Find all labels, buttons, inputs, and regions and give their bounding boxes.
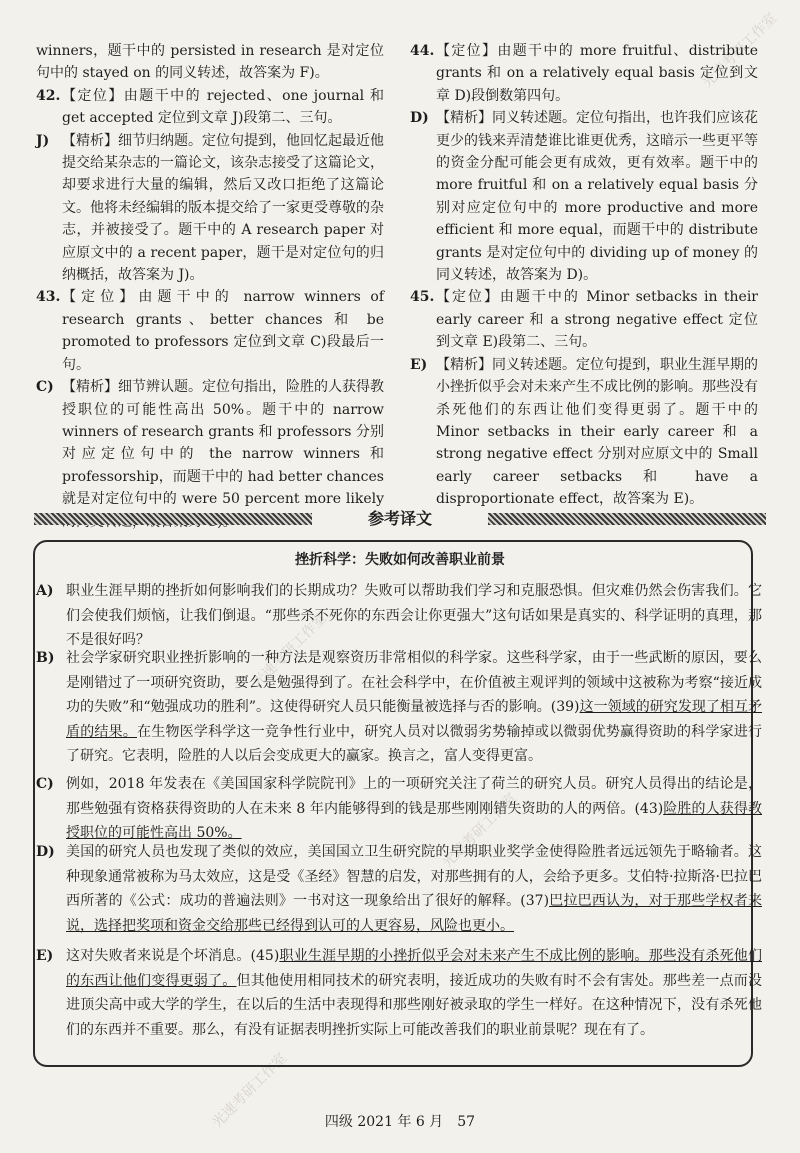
- page-footer: 四级 2021 年 6 月 57: [324, 1114, 476, 1130]
- section-banner: [34, 509, 766, 529]
- translation-para-e: E) 这对失败者来说是个坏消息。(45)职业生涯早期的小挫折似乎会对未来产生不成比例的影响。那些没有杀死他们的东西让他们变得更弱了。但其他使用相同技术的研究表明，接近成功的失败有时不会有害处。那些差一点而没进顶尖高中或大学的学生，在以后的生活中表现得和那些刚好被录取的学生一样好。在这种情况下，没有杀死他们的东西并不重要。那么，有没有证据表明挫折实际上可能改善我们的职业前景呢？现在有了。: [36, 948, 762, 1038]
- q43-locate: 43. 【定位】由题干中的 narrow winners of research grants、better chances 和 be promoted to professors 定位到文章 C)段最后一句。: [36, 289, 384, 373]
- q45-locate: 45. 【定位】由题干中的 Minor setbacks in their early career 和 a strong negative effect 定位到文章 E)段第二、三句。: [410, 289, 758, 351]
- translation-para-d: D) 美国的研究人员也发现了类似的效应，美国国立卫生研究院的早期职业奖学金使得险胜者远远领先于略输者。这种现象通常被称为马太效应，这是受《圣经》智慧的启发，对那些拥有的人，会给予更多。艾伯特·拉斯洛·巴拉巴西所著的《公式：成功的普遍法则》一书对这一现象给出了很好的解释。(37)巴拉巴西认为，对于那些学权者来说，选择把奖项和资金交给那些已经得到认可的人更容易，风险也更小。: [36, 844, 762, 934]
- watermark: 光速考研工作室: [699, 10, 781, 92]
- q44-analysis: D) 【精析】同义转述题。定位句指出，也许我们应该花更少的钱来弄清楚谁比谁更优秀，这暗示一些更平等的资金分配可能会更有成效，更有效率。题干中的 more fruitful 和 on a relatively equal basis 分别对应定位句中的 more productive and more efficient 和 more equal，而题干中的 distribute grants 是对定位句中的 dividing up of money 的同义转述，故答案为 D)。: [410, 110, 758, 284]
- watermark: 光速考研工作室: [439, 790, 521, 872]
- underlined-sentence: 这一领域的研究发现了相互矛盾的结果。: [66, 699, 763, 740]
- watermark: 光速考研工作室: [209, 1050, 291, 1132]
- underlined-sentence: 职业生涯早期的小挫折似乎会对未来产生不成比例的影响。那些没有杀死他们的东西让他们变得更弱了。: [66, 948, 762, 989]
- translation-para-c: C) 例如，2018 年发表在《美国国家科学院院刊》上的一项研究关注了荷兰的研究人员。研究人员得出的结论是，那些勉强有资格获得资助的人在未来 8 年内能够得到的钱是那些刚刚错失资助的人的两倍。(43)险胜的人获得教授职位的可能性高出 50%。: [36, 776, 762, 842]
- underlined-sentence: 险胜的人获得教授职位的可能性高出 50%。: [66, 800, 762, 842]
- banner-title: 参考译文: [367, 509, 432, 528]
- watermark: 光速考研工作室: [249, 610, 331, 692]
- q42-locate: 42. 【定位】由题干中的 rejected、one journal 和 get accepted 定位到文章 J)段第二、三句。: [36, 87, 384, 127]
- left-column: [36, 40, 384, 533]
- q41-continuation: winners，题干中的 persisted in research 是对定位句中的 stayed on 的同义转述，故答案为 F)。: [36, 43, 384, 82]
- translation-para-b: B) 社会学家研究职业挫折影响的一种方法是观察资历非常相似的科学家。这些科学家，由于一些武断的原因，要么是刚错过了一项研究资助，要么是勉强得到了。在社会科学中，在价值被主观评判的领域中这被称为考察“接近成功的失败”和“勉强成功的胜利”。这使得研究人员只能衡量被选择与否的影响。(39)这一领域的研究发现了相互矛盾的结果。在生物医学科学这一竞争性行业中，研究人员对以微弱劣势输掉或以微弱优势赢得资助的科学家进行了研究。它表明，险胜的人以后会变成更大的赢家。换言之，富人变得更富。: [36, 650, 763, 765]
- right-column: [410, 40, 758, 511]
- q42-analysis: J) 【精析】细节归纳题。定位句提到，他回忆起最近他提交给某杂志的一篇论文，该杂志接受了这篇论文，却要求进行大量的编辑，然后又改口拒绝了这篇论文。他将未经编辑的版本提交给了一家更受尊敬的杂志，并被接受了。题干中的 A research paper 对应原文中的 a recent paper，题干是对定位句的归纳概括，故答案为 J)。: [36, 132, 384, 284]
- q45-analysis: E) 【精析】同义转述题。定位句提到，职业生涯早期的小挫折似乎会对未来产生不成比例的影响。那些没有杀死他们的东西让他们变得更弱了。题干中的 Minor setbacks in their early career 和 a strong negative effect 分别对应原文中的 Small early career setbacks 和 have a disproportionate effect，故答案为 E)。: [410, 356, 758, 508]
- underlined-sentence: 巴拉巴西认为，对于那些学权者来说，选择把奖项和资金交给那些已经得到认可的人更容易，风险也更小。: [66, 893, 762, 934]
- q44-locate: 44. 【定位】由题干中的 more fruitful、distribute grants 和 on a relatively equal basis 定位到文章 D)段倒数第四句。: [410, 43, 758, 104]
- translation-para-a: A) 职业生涯早期的挫折如何影响我们的长期成功？失败可以帮助我们学习和克服恐惧。但灾难仍然会伤害我们。它们会使我们烦恼，让我们倒退。“那些杀不死你的东西会让你更强大”这句话如果是真实的、科学证明的真理，那不是很好吗？: [36, 583, 762, 649]
- translation-title: 挫折科学：失败如何改善职业前景: [295, 552, 505, 568]
- q43-analysis: C) 【精析】细节辨认题。定位句指出，险胜的人获得教授职位的可能性高出 50%。题干中的 narrow winners of research grants 和 professors 分别对应定位句中的 the narrow winners 和 professorship，而题干中的 had better chances 就是对定位句中的 were 50 percent more likely: [36, 379, 384, 508]
